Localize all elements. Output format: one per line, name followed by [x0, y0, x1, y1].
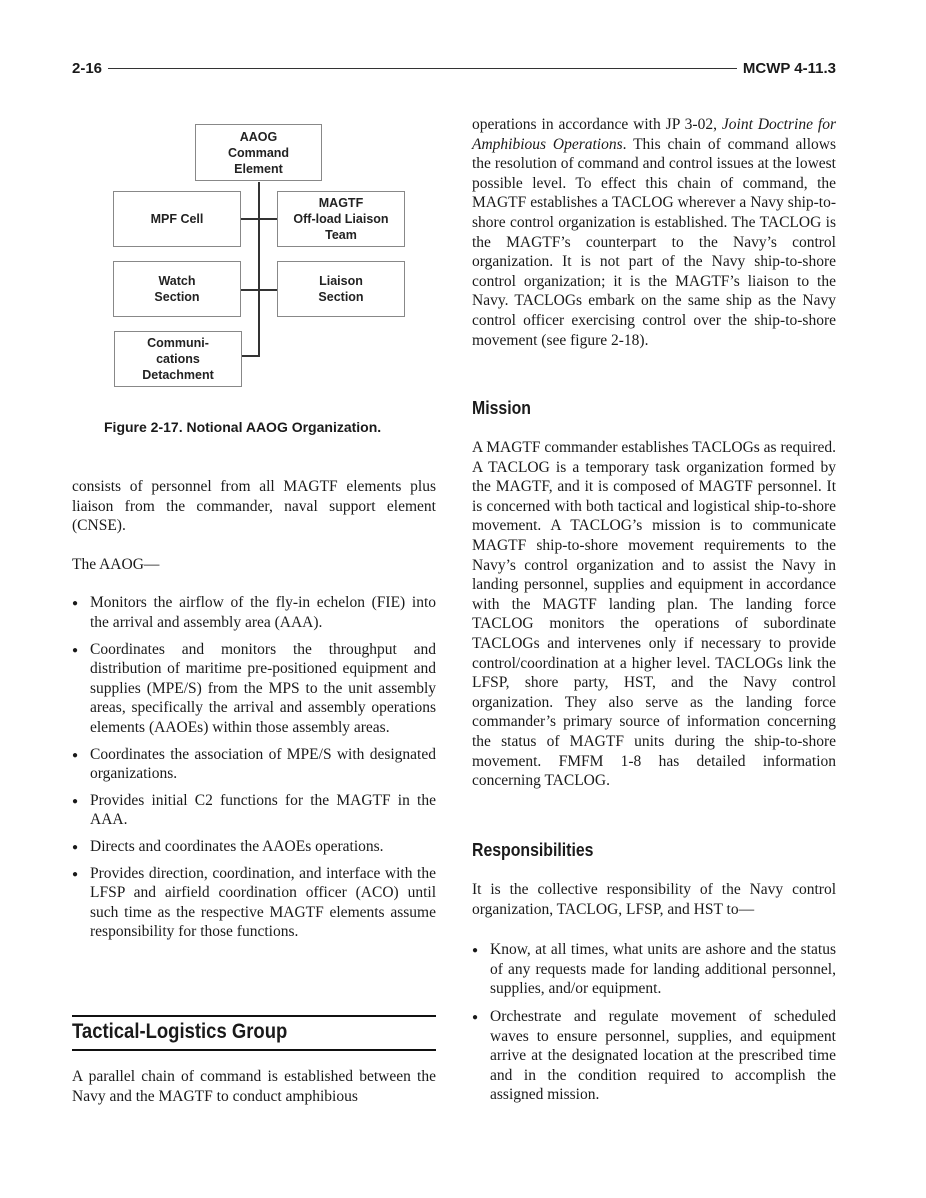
page-number: 2-16 [72, 59, 103, 77]
aaog-lead: The AAOG— [72, 555, 160, 573]
list-item: ● Know, at all times, what units are ashore and the status of any requests made for landing additional personnel, supplies, and/or equipment. [472, 940, 836, 999]
box-mpf-cell: MPF Cell [113, 191, 241, 247]
header-rule [108, 68, 737, 69]
tlg-paragraph: A parallel chain of command is established between the Navy and the MAGTF to conduct amphibious [72, 1068, 436, 1105]
responsibilities-bullet-list [472, 940, 836, 1105]
right-column [472, 115, 836, 350]
list-item: ● Provides initial C2 functions for the MAGTF in the AAA. [72, 791, 436, 830]
figure-caption: Figure 2-17. Notional AAOG Organization. [104, 419, 382, 435]
box-magtf-offload-liaison-team: MAGTF Off-load Liaison Team [277, 191, 405, 247]
mission-paragraph: A MAGTF commander establishes TACLOGs as required. A TACLOG is a temporary task organization formed by the MAGTF, and it is composed of MAGTF personnel. It is concerned with both tactical and logistical ship-to-shore movement. A TACLOG’s mission is to communicate MAGTF ship-to-shore movement requirements to the Navy’s control organization and to assist the Navy in landing personnel, supplies and equipment in accordance with the MAGTF landing plan. The landing force TACLOG monitors the operations of subordinate TACLOGs and intervenes only if necessary to provide control/coordination at a higher level. TACLOGs link the LFSP, shore party, HST, and the Navy control organization. They also serve as the landing force commander’s primary source of information concerning the status of MAGTF units during the ship-to-shore movement. FMFM 1-8 has detailed information concerning TACLOG. [472, 439, 836, 790]
left-column [72, 477, 436, 942]
heading-mission: Mission [472, 398, 531, 418]
list-item: ● Monitors the airflow of the fly-in echelon (FIE) into the arrival and assembly area (AAA). [72, 593, 436, 632]
connector-trunk [258, 182, 260, 356]
box-aaog-command-element: AAOG Command Element [195, 124, 322, 181]
section-rule-bottom [72, 1049, 436, 1051]
connector-row3 [242, 355, 260, 357]
box-liaison-section: Liaison Section [277, 261, 405, 317]
intro-paragraph: consists of personnel from all MAGTF elements plus liaison from the commander, naval support element (CNSE). [72, 478, 436, 535]
responsibilities-section [472, 880, 836, 1105]
list-item: ● Provides direction, coordination, and interface with the LFSP and airfield coordination officer (ACO) until such time as the respective MAGTF elements assume responsibility for those functions. [72, 864, 436, 942]
connector-row1 [240, 218, 278, 220]
box-watch-section: Watch Section [113, 261, 241, 317]
connector-row2 [240, 289, 278, 291]
aaog-bullet-list [72, 593, 436, 942]
responsibilities-lead: It is the collective responsibility of the Navy control organization, TACLOG, LFSP, and HST to— [472, 881, 836, 918]
publication-id: MCWP 4-11.3 [742, 59, 836, 77]
section-heading-tactical-logistics-group: Tactical-Logistics Group [72, 1020, 288, 1043]
list-item: ● Coordinates the association of MPE/S with designated organizations. [72, 745, 436, 784]
tlg-continued-paragraph: operations in accordance with JP 3-02, Joint Doctrine for Amphibious Operations. This chain of command allows the resolution of command and control issues at the lowest possible level. To effect this chain of command, the MAGTF establishes a TACLOG wherever a Navy ship-to-shore control organization is established. The TACLOG is the MAGTF’s counterpart to the Navy’s control organization. It is not part of the Navy ship-to-shore control organization; it is the MAGTF’s liaison to the Navy. TACLOGs embark on the same ship as the Navy control officer exercising control over the ship-to-shore movement (see figure 2-18). [472, 116, 836, 349]
section-rule-top [72, 1015, 436, 1017]
heading-responsibilities: Responsibilities [472, 840, 594, 860]
box-communications-detachment: Communi- cations Detachment [114, 331, 242, 387]
page-header [72, 58, 836, 78]
list-item: ● Orchestrate and regulate movement of scheduled waves to ensure personnel, supplies, and equipment arrive at the designated location at the prescribed time and in the condition required to accomplish the assigned mission. [472, 1007, 836, 1105]
list-item: ● Coordinates and monitors the throughput and distribution of maritime pre-positioned equipment and supplies (MPE/S) from the MPS to the unit assembly areas, specifically the arrival and assembly operations elements (AAOEs) within those assembly areas. [72, 640, 436, 738]
list-item: ● Directs and coordinates the AAOEs operations. [72, 837, 436, 857]
